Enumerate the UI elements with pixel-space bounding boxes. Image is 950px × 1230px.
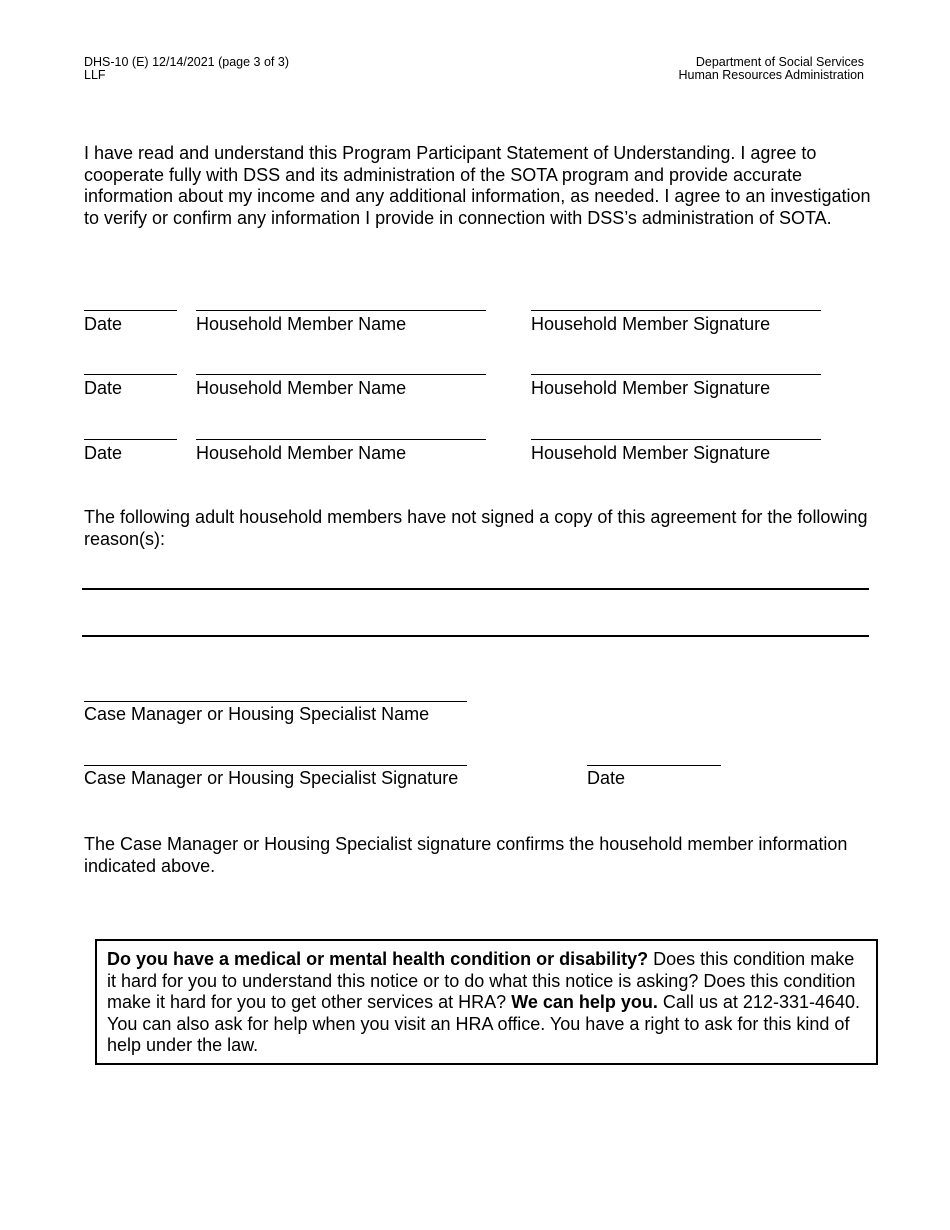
notice-text-2: Call us at 212-331-4640. You can also ask for help when you visit an HRA office. You have a right to ask for this kind of help under the law. [107,992,861,1055]
date-line[interactable] [84,310,177,311]
disability-help-notice [95,939,878,1065]
case-manager-name-line[interactable] [84,701,467,702]
form-header-left [84,56,289,82]
date-line[interactable] [84,374,177,375]
member-name-label: Household Member Name [196,443,407,463]
member-name-line[interactable] [196,310,486,311]
case-manager-name-label: Case Manager or Housing Specialist Name [84,704,430,724]
confirmation-paragraph: The Case Manager or Housing Specialist signature confirms the household member information indicated above. [84,834,848,876]
form-header-right [679,56,865,82]
date-label: Date [84,378,123,398]
member-name-line[interactable] [196,374,486,375]
member-signature-line[interactable] [531,374,821,375]
notice-help-statement: We can help you. [511,992,658,1012]
case-manager-date-label: Date [587,768,626,788]
member-signature-line[interactable] [531,439,821,440]
member-signature-label: Household Member Signature [531,443,771,463]
case-manager-signature-line[interactable] [84,765,467,766]
member-name-label: Household Member Name [196,314,407,334]
department-name: Department of Social Services [695,55,864,69]
reason-line[interactable] [82,635,869,637]
administration-name: Human Resources Administration [678,68,864,82]
notice-question: Do you have a medical or mental health condition or disability? [107,949,649,969]
form-code: LLF [84,68,106,82]
case-manager-date-line[interactable] [587,765,721,766]
unsigned-members-paragraph: The following adult household members have not signed a copy of this agreement for the following reason(s): [84,507,868,549]
reason-line[interactable] [82,588,869,590]
date-line[interactable] [84,439,177,440]
date-label: Date [84,443,123,463]
form-id: DHS-10 (E) 12/14/2021 (page 3 of 3) [84,55,289,69]
member-name-label: Household Member Name [196,378,407,398]
date-label: Date [84,314,123,334]
notice-text-1: Does this condition make it hard for you to understand this notice or to do what this notice is asking? Does this condition make it hard for you to get other services at HRA? [107,949,856,1012]
statement-paragraph: I have read and understand this Program Participant Statement of Understanding. I agree to cooperate fully with DSS and its administration of the SOTA program and provide accurate information about my income and any additional information, as needed. I agree to an investigation to verify or confirm any information I provide in connection with DSS’s administration of SOTA. [84,143,871,228]
member-signature-label: Household Member Signature [531,378,771,398]
member-signature-label: Household Member Signature [531,314,771,334]
member-name-line[interactable] [196,439,486,440]
case-manager-signature-label: Case Manager or Housing Specialist Signature [84,768,459,788]
member-signature-line[interactable] [531,310,821,311]
